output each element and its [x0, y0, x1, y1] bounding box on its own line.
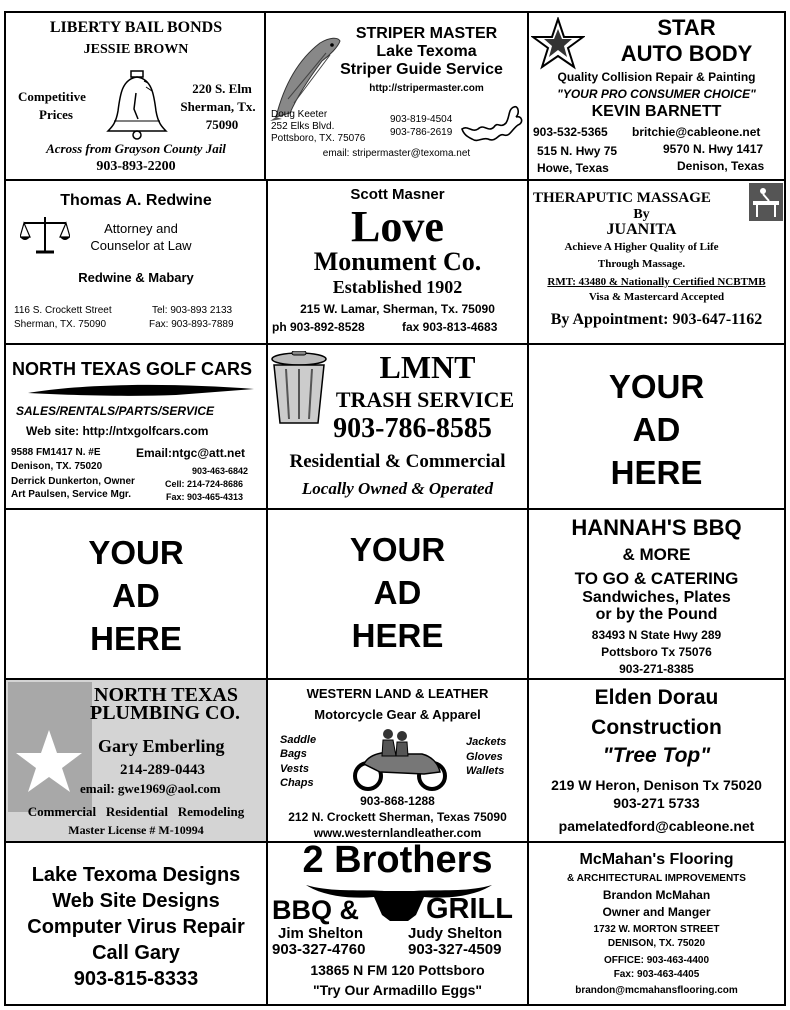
- ad-address: 219 W Heron, Denison Tx 75020: [551, 777, 762, 793]
- placeholder-line: HERE: [351, 617, 444, 654]
- ad-text: Prices: [39, 107, 73, 122]
- ad-address: 215 W. Lamar, Sherman, Tx. 75090: [300, 302, 495, 316]
- ad-mcmahans-flooring: [527, 841, 786, 1006]
- ad-title: McMahan's Flooring: [579, 851, 734, 868]
- massage-table-icon: [749, 183, 783, 221]
- ad-license: Master License # M-10994: [68, 823, 204, 837]
- ad-item: Bags: [280, 748, 307, 760]
- ad-2-brothers-bbq: [266, 841, 529, 1006]
- ad-zip: 75090: [205, 117, 239, 132]
- ad-cell: Cell: 214-724-8686: [165, 479, 244, 489]
- ad-slogan: Locally Owned & Operated: [301, 479, 494, 498]
- ad-phone: 903-868-1288: [360, 794, 435, 808]
- ad-web: Web site: http://ntxgolfcars.com: [26, 424, 209, 438]
- ad-north-texas-golf-cars: [4, 343, 268, 510]
- ad-title: Construction: [591, 716, 722, 739]
- ad-person: Brandon McMahan: [602, 888, 711, 902]
- ad-tagline: Through Massage.: [597, 258, 686, 270]
- ad-phone: 903-819-4504: [390, 114, 453, 125]
- placeholder-line: YOUR: [349, 531, 446, 568]
- liberty-bell-icon: [104, 69, 170, 141]
- ad-fax: Fax: 903-465-4313: [166, 492, 244, 502]
- ad-subtitle: & ARCHITECTURAL IMPROVEMENTS: [567, 873, 746, 884]
- ad-item: Saddle: [280, 734, 317, 746]
- ad-title: STAR: [657, 15, 716, 40]
- ad-address: 212 N. Crockett Sherman, Texas 75090: [288, 810, 507, 824]
- ad-title: LIBERTY BAIL BONDS: [49, 19, 223, 36]
- ad-title: THERAPUTIC MASSAGE: [533, 190, 711, 206]
- ad-city: Sherman, Tx.: [180, 99, 256, 114]
- ad-person: Jim Shelton: [278, 925, 364, 942]
- ad-text: Visa & Mastercard Accepted: [588, 291, 725, 303]
- ad-slogan: "Tree Top": [602, 744, 711, 767]
- ad-phone: 903-532-5365: [533, 125, 608, 139]
- ad-phone: 903-815-8333: [73, 968, 199, 990]
- ad-city: Sherman, TX. 75090: [14, 319, 107, 330]
- ad-office: OFFICE: 903-463-4400: [603, 955, 710, 966]
- ad-cert: RMT: 43480 & Nationally Certified NCBTMB: [547, 276, 766, 288]
- ad-street: 116 S. Crockett Street: [14, 305, 112, 316]
- motorcycle-icon: [350, 726, 450, 792]
- ad-item: Vests: [280, 763, 309, 775]
- ad-text: Competitive: [18, 89, 86, 104]
- ad-theraputic-massage: [527, 179, 786, 345]
- ad-title: Love: [351, 202, 444, 251]
- ad-text: Attorney and: [104, 221, 178, 236]
- scales-icon: [20, 215, 70, 255]
- ad-elden-dorau-construction: [527, 678, 786, 843]
- ad-phone: 903-786-2619: [390, 127, 453, 138]
- ad-item: Chaps: [280, 777, 314, 789]
- ad-email: britchie@cableone.net: [632, 125, 761, 139]
- ad-bbq: BBQ &: [272, 895, 359, 925]
- ad-services: Commercial Residential Remodeling: [27, 804, 245, 819]
- ad-title: LMNT: [379, 349, 476, 385]
- ad-star-auto-body: [527, 11, 786, 181]
- ad-title: Elden Dorau: [594, 686, 719, 709]
- placeholder-line: AD: [373, 574, 422, 611]
- ad-city: Pottsboro, TX. 75076: [271, 133, 366, 144]
- ad-person: Scott Masner: [350, 186, 445, 203]
- texas-star-icon: [14, 728, 84, 796]
- ad-grill: GRILL: [426, 893, 513, 925]
- ad-title: AUTO BODY: [620, 41, 753, 66]
- ad-email: email: gwe1969@aol.com: [80, 781, 221, 796]
- ad-phone: 903-327-4760: [272, 941, 366, 958]
- ad-text: By: [633, 207, 650, 222]
- ad-city: Denison, Texas: [677, 159, 765, 173]
- ad-person: JESSIE BROWN: [83, 42, 189, 57]
- ad-text: Computer Virus Repair: [27, 916, 245, 938]
- ad-street: 9588 FM1417 N. #E: [11, 447, 101, 458]
- ad-text: TO GO & CATERING: [574, 569, 739, 588]
- ad-phone: 903-786-8585: [333, 413, 492, 444]
- placeholder-line: AD: [112, 577, 160, 614]
- ad-title: Lake Texoma Designs: [31, 864, 241, 886]
- ad-established: Established 1902: [332, 277, 463, 297]
- star-icon: [531, 17, 585, 71]
- ad-fax: Fax: 903-463-4405: [613, 969, 700, 980]
- ad-text: Lake Texoma: [376, 43, 477, 60]
- ad-fax: fax 903-813-4683: [402, 320, 498, 334]
- ad-text: Web Site Designs: [52, 890, 220, 912]
- ad-street: 83493 N State Hwy 289: [591, 628, 722, 642]
- ad-phone: 214-289-0443: [120, 762, 205, 778]
- ad-slogan: "YOUR PRO CONSUMER CHOICE": [557, 87, 756, 101]
- ad-manager: Art Paulsen, Service Mgr.: [11, 489, 132, 500]
- ad-placeholder: [266, 508, 529, 680]
- ad-email: brandon@mcmahansflooring.com: [575, 985, 738, 996]
- placeholder-line: HERE: [90, 620, 182, 657]
- ad-text: Sandwiches, Plates: [582, 589, 731, 606]
- ad-text: Call Gary: [92, 942, 180, 964]
- ad-item: Jackets: [466, 736, 507, 748]
- ad-phone: ph 903-892-8528: [272, 320, 365, 334]
- ad-lake-texoma-designs: [4, 841, 268, 1006]
- ad-person: Judy Shelton: [408, 925, 503, 942]
- ad-slogan: "Try Our Armadillo Eggs": [312, 982, 483, 998]
- ad-person: Gary Emberling: [98, 736, 225, 756]
- ad-tagline: Across from Grayson County Jail: [46, 141, 226, 156]
- ad-company: Monument Co.: [313, 247, 482, 276]
- placeholder-line: AD: [632, 411, 681, 448]
- ad-city: DENISON, TX. 75020: [607, 938, 706, 949]
- ad-title: Thomas A. Redwine: [60, 192, 212, 209]
- ad-street: 515 N. Hwy 75: [537, 144, 618, 158]
- ad-person: JUANITA: [606, 221, 677, 238]
- ad-title: HANNAH'S BBQ: [571, 515, 742, 540]
- ad-service: TRASH SERVICE: [335, 387, 515, 412]
- ad-street: 1732 W. MORTON STREET: [593, 924, 720, 935]
- ad-types: Residential & Commercial: [289, 451, 506, 472]
- ad-title: PLUMBING CO.: [90, 702, 240, 724]
- ad-title: 2 Brothers: [302, 841, 493, 881]
- ad-phone: Tel: 903-893 2133: [152, 305, 233, 316]
- ad-phone: 903-327-4509: [408, 941, 502, 958]
- ad-services: SALES/RENTALS/PARTS/SERVICE: [16, 404, 215, 418]
- ad-role: Owner and Manger: [602, 905, 711, 919]
- ad-subtitle: Motorcycle Gear & Apparel: [314, 707, 481, 722]
- placeholder-line: YOUR: [608, 368, 705, 405]
- swoosh-icon: [26, 381, 256, 399]
- ad-item: Gloves: [466, 751, 503, 763]
- ad-fax: Fax: 903-893-7889: [149, 319, 234, 330]
- ad-url: http://stripermaster.com: [369, 83, 484, 94]
- ad-lmnt-trash: [266, 343, 529, 510]
- ad-address: 13865 N FM 120 Pottsboro: [310, 962, 485, 978]
- ad-tagline: Quality Collision Repair & Painting: [557, 70, 756, 84]
- ad-item: Wallets: [466, 765, 505, 777]
- ad-phone: By Appointment: 903-647-1162: [550, 311, 763, 328]
- ad-phone: 903-893-2200: [96, 159, 176, 174]
- ad-title: WESTERN LAND & LEATHER: [306, 686, 489, 701]
- ad-email: pamelatedford@cableone.net: [558, 818, 755, 834]
- ad-web: www.westernlandleather.com: [313, 826, 482, 840]
- ad-text: or by the Pound: [595, 606, 718, 623]
- ad-title: STRIPER MASTER: [355, 25, 498, 42]
- ad-street: 220 S. Elm: [192, 81, 252, 96]
- ad-street: 252 Elks Blvd.: [271, 121, 335, 132]
- ad-city: Howe, Texas: [537, 161, 609, 175]
- ad-western-land-leather: [266, 678, 529, 843]
- ad-email: email: stripermaster@texoma.net: [322, 148, 471, 159]
- lake-map-icon: [460, 99, 528, 149]
- ad-title: NORTH TEXAS GOLF CARS: [12, 359, 253, 379]
- ad-contact: Doug Keeter: [271, 109, 328, 120]
- ad-text: & MORE: [622, 545, 691, 564]
- ad-text: Counselor at Law: [90, 238, 192, 253]
- ad-redwine-attorney: [4, 179, 268, 345]
- ad-firm: Redwine & Mabary: [78, 270, 194, 285]
- ad-tagline: Achieve A Higher Quality of Life: [564, 241, 719, 253]
- ad-love-monument: [266, 179, 529, 345]
- ad-owner: Derrick Dunkerton, Owner: [11, 476, 135, 487]
- ad-person: KEVIN BARNETT: [591, 103, 722, 120]
- ad-phone: 903-463-6842: [192, 466, 249, 476]
- placeholder-line: HERE: [610, 454, 703, 491]
- ad-phone: 903-271-8385: [619, 662, 694, 676]
- ad-hannahs-bbq: [527, 508, 786, 680]
- ad-placeholder: [4, 508, 268, 680]
- ad-liberty-bail-bonds: [4, 11, 268, 181]
- ad-placeholder: [527, 343, 786, 510]
- ad-text: Striper Guide Service: [340, 61, 503, 78]
- ad-north-texas-plumbing: [4, 678, 268, 843]
- placeholder-line: YOUR: [88, 534, 184, 571]
- ad-street: 9570 N. Hwy 1417: [663, 142, 764, 156]
- ad-city: Denison, TX. 75020: [11, 461, 103, 472]
- ad-phone: 903-271 5733: [613, 795, 700, 811]
- ad-city: Pottsboro Tx 75076: [601, 645, 712, 659]
- ad-title: NORTH TEXAS: [94, 684, 238, 706]
- ad-striper-master: [264, 11, 529, 181]
- ad-email: Email:ntgc@att.net: [136, 446, 246, 460]
